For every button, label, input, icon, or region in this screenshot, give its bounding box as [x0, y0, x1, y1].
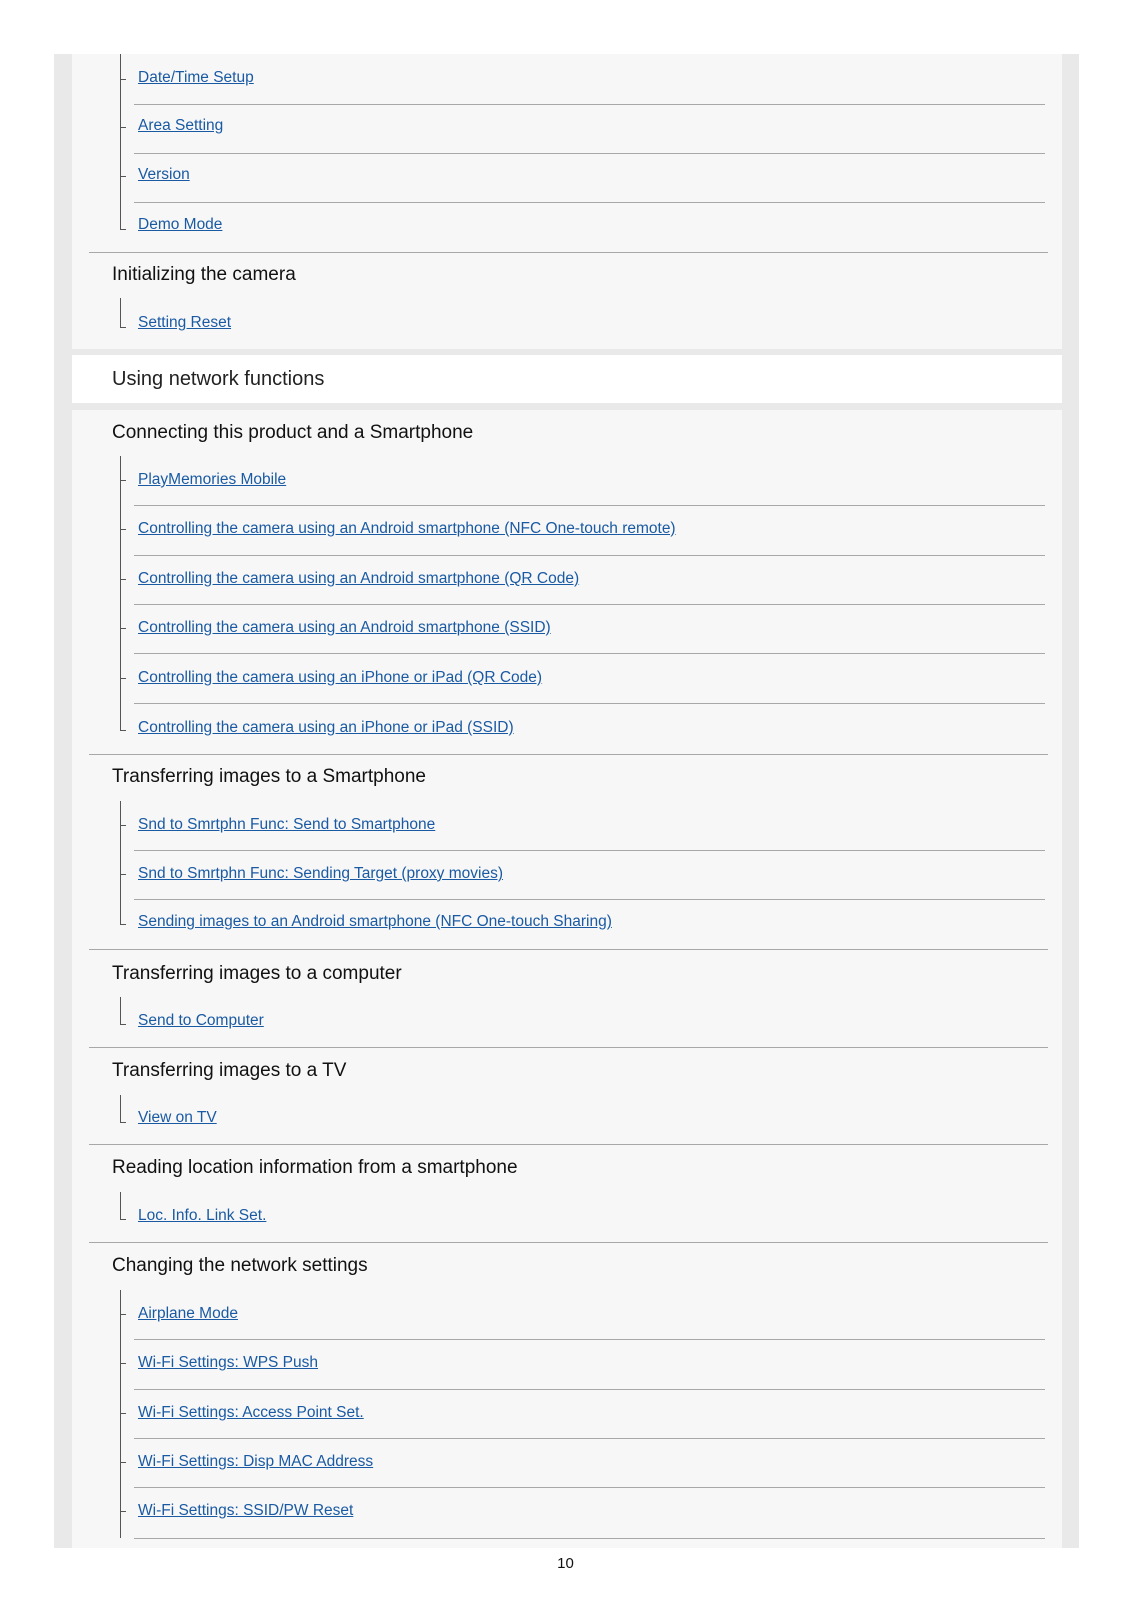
- tree-tick: [120, 127, 126, 128]
- tree-tick: [120, 1122, 126, 1123]
- tree-tick: [120, 1219, 126, 1220]
- topic-transfer-computer: Transferring images to a computer: [112, 963, 402, 984]
- section-heading-band: [72, 355, 1062, 403]
- tree-tick: [120, 229, 126, 230]
- link-iphone-qr-code[interactable]: Controlling the camera using an iPhone or iPad (QR Code): [138, 669, 543, 686]
- tree-tick: [120, 1511, 126, 1512]
- tree-tick: [120, 176, 126, 177]
- item-divider: [134, 153, 1045, 154]
- item-divider: [134, 1487, 1045, 1488]
- item-divider: [134, 653, 1045, 654]
- link-android-nfc-remote[interactable]: Controlling the camera using an Android smartphone (NFC One-touch remote): [138, 520, 676, 537]
- tree-line: [120, 456, 121, 730]
- link-sending-target-proxy[interactable]: Snd to Smrtphn Func: Sending Target (proxy movies): [138, 865, 503, 882]
- tree-tick: [120, 1024, 126, 1025]
- topic-transfer-tv: Transferring images to a TV: [112, 1060, 347, 1081]
- tree-line: [120, 54, 121, 230]
- link-access-point-set[interactable]: Wi-Fi Settings: Access Point Set.: [138, 1404, 364, 1421]
- tree-tick: [120, 1314, 126, 1315]
- link-view-on-tv[interactable]: View on TV: [138, 1109, 217, 1126]
- item-divider: [134, 202, 1045, 203]
- tree-line: [120, 997, 121, 1024]
- topic-connecting-smartphone: Connecting this product and a Smartphone: [112, 422, 474, 443]
- topic-initializing-camera: Initializing the camera: [112, 264, 296, 285]
- link-send-to-smartphone[interactable]: Snd to Smrtphn Func: Send to Smartphone: [138, 816, 436, 833]
- page-number: 10: [557, 1555, 574, 1572]
- item-divider: [134, 1389, 1045, 1390]
- tree-line: [120, 298, 121, 327]
- tree-line: [120, 1290, 121, 1538]
- tree-line: [120, 801, 121, 924]
- item-divider: [134, 555, 1045, 556]
- link-wps-push[interactable]: Wi-Fi Settings: WPS Push: [138, 1354, 319, 1371]
- topic-transfer-smartphone: Transferring images to a Smartphone: [112, 766, 427, 787]
- tree-tick: [120, 327, 126, 328]
- tree-tick: [120, 529, 126, 530]
- link-date-time-setup[interactable]: Date/Time Setup: [138, 69, 254, 86]
- link-android-qr-code[interactable]: Controlling the camera using an Android smartphone (QR Code): [138, 570, 580, 587]
- link-nfc-one-touch-sharing[interactable]: Sending images to an Android smartphone (NFC One-touch Sharing): [138, 913, 612, 930]
- section-heading: Using network functions: [112, 368, 325, 390]
- link-send-to-computer[interactable]: Send to Computer: [138, 1012, 264, 1029]
- item-divider: [134, 703, 1045, 704]
- item-divider: [134, 1438, 1045, 1439]
- item-divider: [134, 850, 1045, 851]
- topic-divider: [89, 1047, 1048, 1048]
- item-divider: [134, 899, 1045, 900]
- link-disp-mac-address[interactable]: Wi-Fi Settings: Disp MAC Address: [138, 1453, 374, 1470]
- topic-divider: [89, 1242, 1048, 1243]
- tree-tick: [120, 1462, 126, 1463]
- link-iphone-ssid[interactable]: Controlling the camera using an iPhone or iPad (SSID): [138, 719, 514, 736]
- item-divider: [134, 1339, 1045, 1340]
- link-airplane-mode[interactable]: Airplane Mode: [138, 1305, 238, 1322]
- tree-tick: [120, 874, 126, 875]
- tree-tick: [120, 79, 126, 80]
- topic-divider: [89, 949, 1048, 950]
- topic-divider: [89, 252, 1048, 253]
- item-divider: [134, 505, 1045, 506]
- link-playmemories-mobile[interactable]: PlayMemories Mobile: [138, 471, 287, 488]
- item-divider: [134, 104, 1045, 105]
- topic-network-settings: Changing the network settings: [112, 1255, 368, 1276]
- topic-divider: [89, 1144, 1048, 1145]
- tree-tick: [120, 1363, 126, 1364]
- item-divider: [134, 1538, 1045, 1539]
- link-demo-mode[interactable]: Demo Mode: [138, 216, 223, 233]
- link-area-setting[interactable]: Area Setting: [138, 117, 224, 134]
- topic-location-info: Reading location information from a smartphone: [112, 1157, 518, 1178]
- link-setting-reset[interactable]: Setting Reset: [138, 314, 232, 331]
- tree-tick: [120, 678, 126, 679]
- tree-tick: [120, 924, 126, 925]
- link-loc-info-link-set[interactable]: Loc. Info. Link Set.: [138, 1207, 267, 1224]
- tree-tick: [120, 628, 126, 629]
- item-divider: [134, 604, 1045, 605]
- tree-tick: [120, 480, 126, 481]
- tree-tick: [120, 825, 126, 826]
- link-android-ssid[interactable]: Controlling the camera using an Android smartphone (SSID): [138, 619, 551, 636]
- link-version[interactable]: Version: [138, 166, 190, 183]
- tree-tick: [120, 1413, 126, 1414]
- link-ssid-pw-reset[interactable]: Wi-Fi Settings: SSID/PW Reset: [138, 1502, 354, 1519]
- tree-tick: [120, 730, 126, 731]
- tree-line: [120, 1192, 121, 1219]
- tree-line: [120, 1095, 121, 1122]
- topic-divider: [89, 754, 1048, 755]
- tree-tick: [120, 579, 126, 580]
